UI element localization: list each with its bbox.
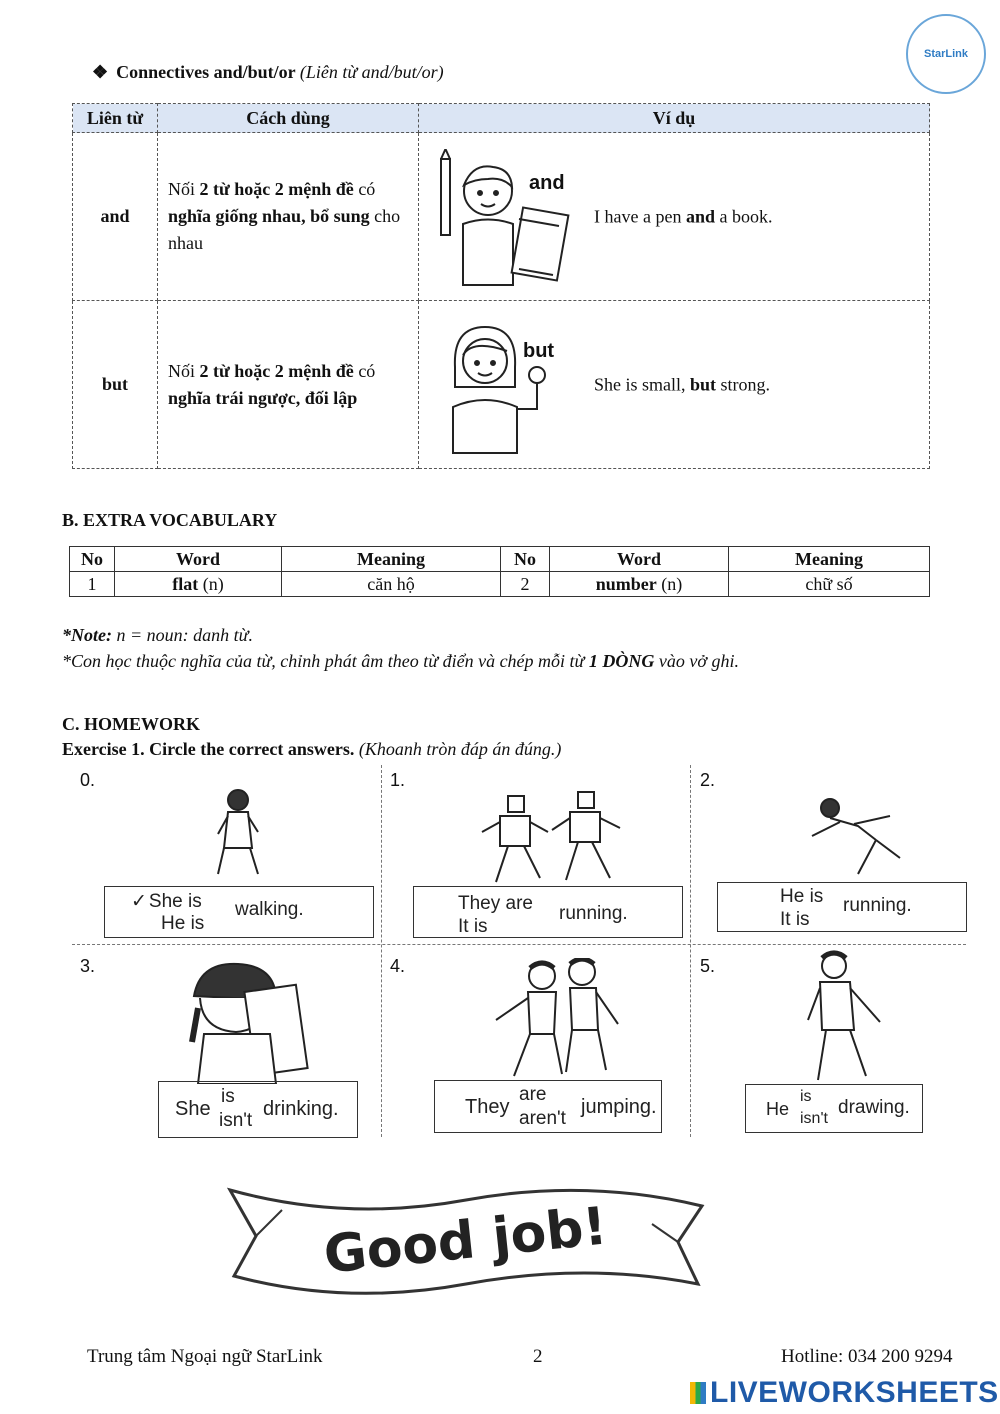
answer-box: [745, 1084, 923, 1133]
homework-heading: C. HOMEWORK: [62, 714, 200, 734]
starlink-logo: [906, 14, 986, 94]
exercise-number: 0.: [80, 770, 96, 790]
picture-label: but: [523, 340, 555, 362]
vocab-meaning: căn hộ: [282, 572, 501, 597]
grid-divider: [72, 944, 966, 945]
page-number: 2: [533, 1346, 543, 1367]
col-header: Word: [115, 547, 282, 572]
footer-hotline: Hotline: 034 200 9294: [781, 1346, 953, 1367]
vocab-note-1: *Note: n = noun: danh từ.: [62, 625, 253, 645]
connectives-table: [72, 103, 930, 469]
example-sentence: I have a pen and a book.: [594, 206, 773, 226]
connective-word: but: [73, 301, 158, 469]
answer-verb: running.: [843, 895, 912, 916]
grid-divider: [381, 765, 382, 1137]
col-header: Meaning: [729, 547, 930, 572]
col-header: No: [70, 547, 115, 572]
answer-option[interactable]: aren't: [519, 1108, 566, 1129]
answer-verb: drinking.: [263, 1098, 339, 1120]
answer-verb: running.: [559, 903, 628, 924]
man-running-illustration: [800, 796, 910, 880]
connective-usage: Nối 2 từ hoặc 2 mệnh đề có nghĩa giống nhau, bổ sung cho nhau: [158, 133, 419, 301]
answer-box: [717, 882, 967, 932]
col-header: No: [501, 547, 550, 572]
answer-option[interactable]: He is: [161, 913, 205, 934]
vocab-row: [70, 572, 930, 597]
logo-text: StarLink: [923, 48, 968, 60]
exercise-number: 3.: [80, 956, 96, 976]
answer-verb: drawing.: [838, 1097, 910, 1118]
col-header: Word: [550, 547, 729, 572]
exercise-number: 5.: [700, 956, 716, 976]
answer-subject: She: [175, 1098, 211, 1120]
robots-running-illustration: [470, 788, 650, 888]
boy-with-pen-and-book-illustration: [433, 149, 573, 287]
answer-option[interactable]: He is: [780, 886, 824, 907]
example-sentence: She is small, but strong.: [594, 374, 771, 394]
col-header: Cách dùng: [158, 104, 419, 133]
answer-verb: walking.: [235, 899, 304, 920]
diamond-bullet-icon: ❖: [92, 62, 109, 82]
col-header: Ví dụ: [419, 104, 930, 133]
connective-word: and: [73, 133, 158, 301]
connective-usage: Nối 2 từ hoặc 2 mệnh đề có nghĩa trái ngược, đối lập: [158, 301, 419, 469]
vocab-word: number (n): [550, 572, 729, 597]
exercise-title: Exercise 1. Circle the correct answers. (Khoanh tròn đáp án đúng.): [62, 739, 562, 759]
answer-subject: He: [766, 1099, 790, 1119]
answer-box: [104, 886, 374, 938]
vocab-table: [69, 546, 930, 597]
footer-center-name: Trung tâm Ngoại ngữ StarLink: [87, 1346, 323, 1367]
answer-option[interactable]: is: [800, 1088, 812, 1105]
answer-box: [434, 1080, 662, 1133]
tick-icon: ✓: [131, 891, 147, 912]
connective-row-but: [73, 301, 930, 469]
vocab-word: flat (n): [115, 572, 282, 597]
connectives-heading: ❖ Connectives and/but/or (Liên từ and/but/or): [92, 62, 444, 82]
girl-walking-illustration: [200, 786, 270, 886]
boys-jumping-illustration: [490, 958, 640, 1080]
vocab-heading: B. EXTRA VOCABULARY: [62, 510, 278, 530]
answer-option[interactable]: isn't: [800, 1110, 828, 1127]
vocab-header-row: [70, 547, 930, 572]
vocab-no: 1: [70, 572, 115, 597]
answer-option[interactable]: It is: [458, 916, 488, 937]
connectives-heading-note: (Liên từ and/but/or): [299, 62, 444, 82]
col-header: Liên từ: [73, 104, 158, 133]
exercise-number: 2.: [700, 770, 716, 790]
liveworksheets-watermark: LIVEWORKSHEETS: [690, 1376, 999, 1410]
answer-subject: They: [465, 1096, 510, 1118]
good-job-banner: [226, 1180, 706, 1300]
answer-verb: jumping.: [581, 1096, 657, 1118]
connective-row-and: [73, 133, 930, 301]
answer-box: [413, 886, 683, 938]
liveworksheets-icon: [690, 1382, 706, 1404]
connective-example: [419, 301, 930, 469]
connectives-header-row: [73, 104, 930, 133]
answer-option[interactable]: It is: [780, 909, 810, 930]
man-walking-illustration: [800, 950, 890, 1086]
girl-drawing-illustration: [180, 958, 310, 1084]
girl-flexing-arm-illustration: [433, 317, 573, 455]
vocab-note-2: *Con học thuộc nghĩa của từ, chỉnh phát âm theo từ điển và chép mỗi từ 1 DÒNG vào vở ghi.: [62, 651, 739, 671]
exercise-number: 4.: [390, 956, 406, 976]
answer-option[interactable]: is: [221, 1086, 235, 1107]
answer-option[interactable]: ✓ She is: [131, 891, 202, 912]
picture-label: and: [529, 172, 565, 194]
banner-text: Good job!: [321, 1196, 610, 1286]
answer-option[interactable]: isn't: [219, 1110, 253, 1131]
grid-divider: [690, 765, 691, 1137]
exercise-number: 1.: [390, 770, 406, 790]
answer-option[interactable]: are: [519, 1084, 547, 1105]
answer-option[interactable]: They are: [458, 893, 533, 914]
vocab-no: 2: [501, 572, 550, 597]
col-header: Meaning: [282, 547, 501, 572]
connective-example: [419, 133, 930, 301]
vocab-meaning: chữ số: [729, 572, 930, 597]
answer-box: [158, 1081, 358, 1138]
